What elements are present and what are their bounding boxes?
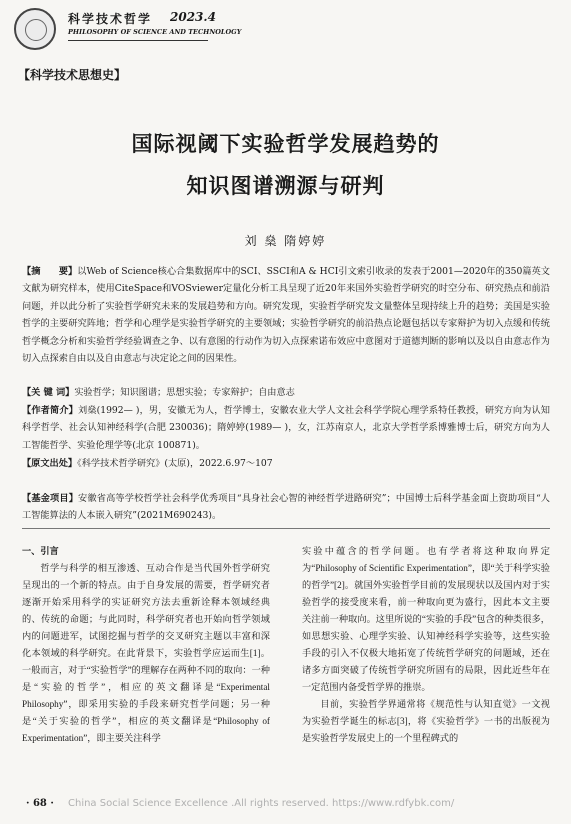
author-info (22, 402, 550, 454)
source-text: 《科学技术哲学研究》(太原)，2022.6.97～107 (77, 458, 273, 469)
funding (22, 490, 550, 525)
journal-header (14, 8, 559, 50)
journal-title-cn: 科学技术哲学 (68, 12, 153, 26)
journal-logo-icon (14, 8, 56, 50)
body-column-left (22, 543, 270, 747)
funding-text: 安徽省高等学校哲学社会科学优秀项目“具身社会心智的神经哲学进路研究”；中国博士后科学基金面上资助项目“人工智能算法的人本嵌入研究”(2021M690243)。 (22, 493, 550, 522)
source (22, 455, 550, 472)
journal-title-en: PHILOSOPHY OF SCIENCE AND TECHNOLOGY (68, 28, 242, 36)
paragraph: 哲学与科学的相互渗透、互动合作是当代国外哲学研究呈现出的一个新的特点。由于自身发展的需要，哲学研究者逐渐开始采用科学的实证研究方法去重新诠释本领域经典的、传统的命题；与此同时，科学研究者也开始向哲学领域内的问题进军，试图挖掘与哲学的交叉研究主题以丰富和深化本领域的科学研究。在此背景下，实验哲学应运而生[1]。一般而言，对于“实验哲学”的理解存在两种不同的取向：一种是“实验的哲学”，相应的英文翻译是“Experimental Philosophy”，即采用实验的手段来研究哲学问题；另一种是“关于实验的哲学”，相应的英文翻译是“Philosophy of Experimentation”，即主要关注科学 (22, 563, 270, 743)
article-title-line1: 国际视阈下实验哲学发展趋势的 (131, 131, 440, 156)
author-info-text: 刘燊(1992— )，男，安徽无为人，哲学博士，安徽农业大学人文社会科学学院心理学系特任教授，研究方向为认知科学哲学、社会认知神经科学(合肥 230036)；隋婷婷(1989— )，女，江苏南京人，北京大学哲学系博雅博士后，研究方向为人工智能哲学、实验伦理学等(北京 100871)。 (22, 405, 550, 451)
keywords-text: 实验哲学；知识图谱；思想实验；专家辩护；自由意志 (74, 387, 295, 398)
article-title-line2: 知识图谱溯源与研判 (186, 173, 385, 198)
paragraph: 目前，实验哲学界通常将《规范性与认知直觉》一文视为实验哲学诞生的标志[3]，将《实验哲学》一书的出版视为是实验哲学发展史上的一个里程碑式的 (302, 699, 550, 743)
funding-label: 【基金项目】 (22, 493, 79, 504)
abstract-label: 【摘 要】 (22, 266, 78, 277)
abstract (22, 263, 550, 367)
source-label: 【原文出处】 (22, 458, 78, 469)
paragraph: 实验中蕴含的哲学问题。也有学者将这种取向界定为“Philosophy of Scientific Experimentation”，即“关于科学实验的哲学”[2]。就国外实验哲学目前的发展现状以及国内对于实验哲学的接受度来看，前一种取向更为盛行，因此本文主要关注前一种取向。这里所说的“实验的手段”包含的种类很多，如思想实验、心理学实验、认知神经科学实验等，这些实验手段的引入不仅极大地拓宽了传统哲学研究的问题域，还在诸多方面突破了传统哲学研究所固有的局限，因此近些年在一定范围内备受哲学界的推崇。 (302, 546, 550, 692)
author-info-label: 【作者简介】 (22, 405, 78, 416)
authors: 刘 燊 隋婷婷 (244, 234, 327, 248)
page-number: · 68 · (26, 798, 54, 809)
keywords-label: 【关 键 词】 (22, 387, 75, 398)
body-column-right (302, 543, 550, 747)
keywords (22, 384, 550, 401)
watermark: China Social Science Excellence .All rights reserved. https://www.rdfybk.com/ (68, 798, 455, 809)
header-rule (68, 40, 208, 41)
abstract-text: 以Web of Science核心合集数据库中的SCI、SSCI和A & HCI引文索引收录的发表于2001—2020年的350篇英文文献为研究样本，使用CiteSpace和VOSviewer定量化分析工具呈现了近20年来国外实验哲学研究的时空分布、研究热点和前沿问题，并以此分析了实验哲学研究未来的发展趋势和方向。研究发现，实验哲学研究发文量整体呈现持续上升的趋势；美国是实验哲学的主要研究阵地；哲学和心理学是实验哲学研究的主要领域；实验哲学研究的前沿热点论题包括以专家辩护为切入点缓和传统哲学概念分析和实验哲学经验调查之争、以有意图的行动作为切入点探索诺布效应中意图对于道德判断的影响以及以自由意志作为切入点探索自由以及自由意志与决定论之间的因果性。 (22, 266, 550, 365)
section-heading: 一、引言 (22, 546, 59, 556)
journal-issue: 2023.4 (170, 10, 216, 24)
section-divider (22, 528, 550, 529)
section-label: 【科学技术思想史】 (18, 68, 127, 82)
